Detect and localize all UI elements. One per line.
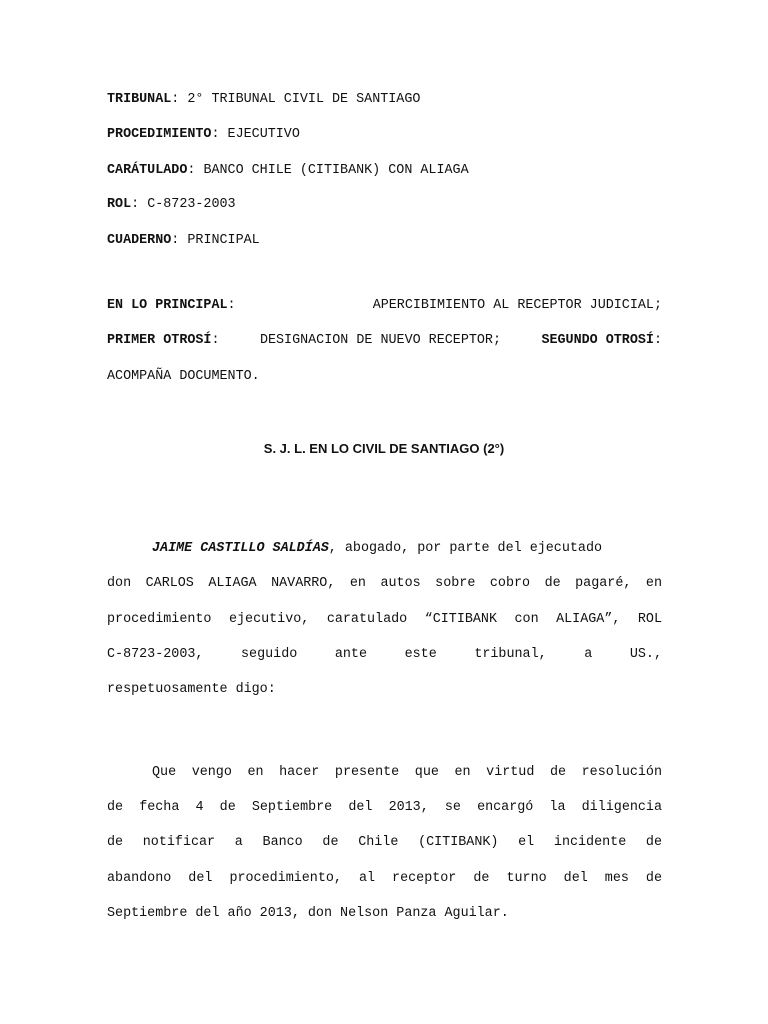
intro-line-2: don CARLOS ALIAGA NAVARRO, en autos sobre cobro de pagaré, en xyxy=(107,576,662,591)
primer-otrosi-label: PRIMER OTROSÍ xyxy=(107,333,212,348)
cuaderno-value: PRINCIPAL xyxy=(187,233,260,248)
intro-line-4: C-8723-2003, seguido ante este tribunal, a US., xyxy=(107,647,662,662)
caratulado-value: BANCO CHILE (CITIBANK) CON ALIAGA xyxy=(203,163,469,178)
caratulado-label: CARÁTULADO xyxy=(107,163,188,178)
procedimiento-value: EJECUTIVO xyxy=(227,127,300,142)
cuaderno-line: CUADERNO: PRINCIPAL xyxy=(107,233,260,248)
segundo-otrosi-label: SEGUNDO OTROSÍ xyxy=(541,333,654,348)
segundo-otrosi-text: ACOMPAÑA DOCUMENTO. xyxy=(107,369,260,384)
body-line-3: de notificar a Banco de Chile (CITIBANK) el incidente de xyxy=(107,835,662,850)
body-line-5: Septiembre del año 2013, don Nelson Panza Aguilar. xyxy=(107,906,509,921)
tribunal-value: 2° TRIBUNAL CIVIL DE SANTIAGO xyxy=(187,92,421,107)
sumilla-principal-line: EN LO PRINCIPAL: APERCIBIMIENTO AL RECEPTOR JUDICIAL; xyxy=(107,298,662,313)
body-line-2: de fecha 4 de Septiembre del 2013, se encargó la diligencia xyxy=(107,800,662,815)
tribunal-line: TRIBUNAL: 2° TRIBUNAL CIVIL DE SANTIAGO xyxy=(107,92,421,107)
body-line-4: abandono del procedimiento, al receptor de turno del mes de xyxy=(107,871,662,886)
caratulado-line: CARÁTULADO: BANCO CHILE (CITIBANK) CON ALIAGA xyxy=(107,163,469,178)
tribunal-label: TRIBUNAL xyxy=(107,92,172,107)
procedimiento-label: PROCEDIMIENTO xyxy=(107,127,212,142)
procedimiento-line: PROCEDIMIENTO: EJECUTIVO xyxy=(107,127,300,142)
intro-line-3: procedimiento ejecutivo, caratulado “CITIBANK con ALIAGA”, ROL xyxy=(107,612,662,627)
intro-line-1-text: , abogado, por parte del ejecutado xyxy=(328,541,603,556)
rol-label: ROL xyxy=(107,197,132,212)
lawyer-name: JAIME CASTILLO SALDÍAS xyxy=(152,541,329,556)
en-lo-principal-text: APERCIBIMIENTO AL RECEPTOR JUDICIAL; xyxy=(372,298,662,313)
body-line-1: Que vengo en hacer presente que en virtud de resolución xyxy=(152,765,662,780)
en-lo-principal-label: EN LO PRINCIPAL xyxy=(107,298,228,313)
cuaderno-label: CUADERNO xyxy=(107,233,172,248)
intro-line-5: respetuosamente digo: xyxy=(107,682,276,697)
rol-line: ROL: C-8723-2003 xyxy=(107,197,236,212)
sumilla-otrosi-line: PRIMER OTROSÍ: DESIGNACION DE NUEVO RECEPTOR; SEGUNDO OTROSÍ: xyxy=(107,333,662,348)
primer-otrosi-text: DESIGNACION DE NUEVO RECEPTOR; xyxy=(259,333,502,348)
rol-value: C-8723-2003 xyxy=(147,197,236,212)
intro-line-1 xyxy=(107,540,662,558)
court-heading: S. J. L. EN LO CIVIL DE SANTIAGO (2°) xyxy=(263,441,505,456)
